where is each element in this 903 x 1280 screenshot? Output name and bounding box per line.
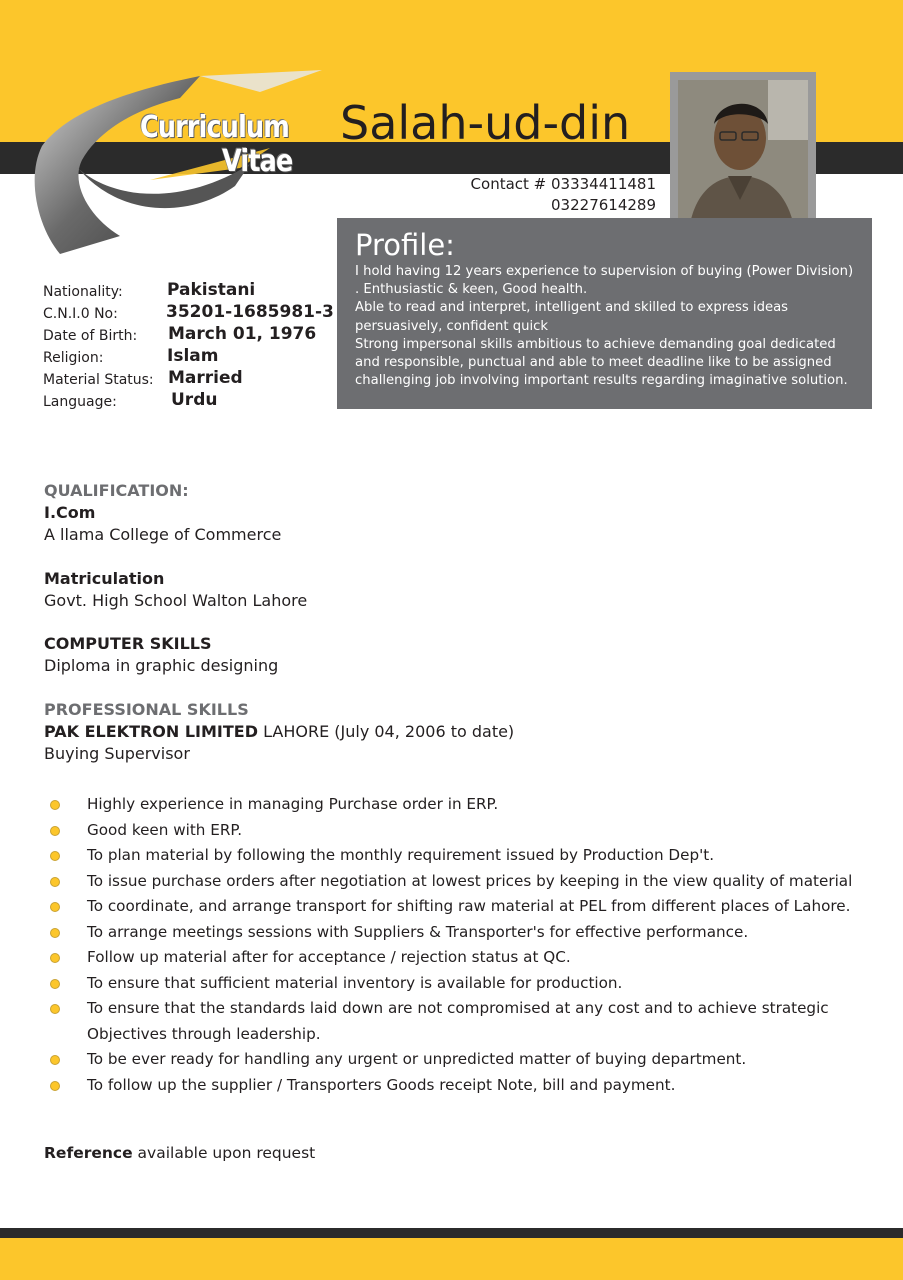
- bullet-dot-icon: [50, 826, 60, 836]
- personal-value: Married: [168, 368, 243, 388]
- profile-box: [337, 218, 872, 409]
- list-item: [50, 971, 870, 997]
- degree-matric: Matriculation: [44, 569, 165, 588]
- professional-skills-heading: PROFESSIONAL SKILLS: [44, 700, 249, 719]
- list-item-text: To issue purchase orders after negotiation at lowest prices by keeping in the view quality of material: [87, 871, 853, 890]
- personal-label: Religion:: [43, 350, 104, 366]
- professional-skills-section: [44, 699, 514, 765]
- bullet-dot-icon: [50, 902, 60, 912]
- bullet-dot-icon: [50, 928, 60, 938]
- personal-value: 35201-1685981-3: [166, 302, 334, 322]
- person-photo-icon: [678, 80, 808, 238]
- profile-heading: Profile:: [355, 228, 455, 262]
- bullet-dot-icon: [50, 1004, 60, 1014]
- personal-row-cnic: [43, 302, 343, 324]
- contact-block: [460, 174, 656, 216]
- list-item: [50, 894, 870, 920]
- list-item: [50, 818, 870, 844]
- list-item-text: To arrange meetings sessions with Suppliers & Transporter's for effective performance.: [87, 922, 749, 941]
- employer-line: [44, 721, 514, 743]
- responsibilities-list: [50, 792, 870, 1098]
- list-item-text: To coordinate, and arrange transport for shifting raw material at PEL from different places of Lahore.: [87, 897, 851, 915]
- personal-value: March 01, 1976: [168, 324, 317, 344]
- school-matric: Govt. High School Walton Lahore: [44, 591, 308, 610]
- computer-skills-text: Diploma in graphic designing: [44, 656, 279, 675]
- list-item: [50, 843, 870, 869]
- bullet-dot-icon: [50, 800, 60, 810]
- personal-row-language: [43, 390, 343, 412]
- bullet-dot-icon: [50, 851, 60, 861]
- contact-phone-1: Contact # 03334411481: [470, 175, 656, 193]
- list-item-text: Good keen with ERP.: [87, 820, 243, 839]
- list-item: [50, 996, 870, 1047]
- bullet-dot-icon: [50, 1055, 60, 1065]
- bullet-dot-icon: [50, 953, 60, 963]
- candidate-name: Salah-ud-din: [340, 96, 631, 150]
- qualification-section: [44, 480, 307, 612]
- personal-row-religion: [43, 346, 343, 368]
- personal-details: [43, 280, 343, 412]
- personal-label: Material Status:: [43, 372, 154, 388]
- personal-row-status: [43, 368, 343, 390]
- footer-dark-band: [0, 1228, 903, 1238]
- personal-row-nationality: [43, 280, 343, 302]
- list-item-text: To be ever ready for handling any urgent or unpredicted matter of buying department.: [87, 1050, 747, 1068]
- personal-label: Language:: [43, 394, 117, 410]
- list-item-text: To ensure that the standards laid down are not compromised at any cost and to achieve strategic: [87, 999, 829, 1017]
- list-item: [50, 869, 870, 895]
- personal-row-dob: [43, 324, 343, 346]
- logo-title-curriculum: Curriculum: [140, 110, 290, 145]
- list-item: [50, 1073, 870, 1099]
- bullet-dot-icon: [50, 1081, 60, 1091]
- list-item-continuation: Objectives through leadership.: [87, 1024, 321, 1043]
- degree-icom: I.Com: [44, 503, 96, 522]
- profile-photo: [678, 80, 808, 238]
- personal-value: Urdu: [171, 390, 218, 410]
- list-item-text: To follow up the supplier / Transporters Goods receipt Note, bill and payment.: [87, 1075, 676, 1094]
- list-item-text: Highly experience in managing Purchase order in ERP.: [87, 795, 499, 813]
- list-item: [50, 1047, 870, 1073]
- school-icom: A llama College of Commerce: [44, 525, 282, 544]
- footer-yellow-band: [0, 1238, 903, 1280]
- logo-title-vitae: Vitae: [222, 144, 293, 179]
- list-item: [50, 945, 870, 971]
- list-item: [50, 920, 870, 946]
- list-item-text: To plan material by following the monthly requirement issued by Production Dep't.: [87, 846, 715, 864]
- job-position: Buying Supervisor: [44, 744, 190, 763]
- personal-label: Nationality:: [43, 284, 123, 300]
- profile-description: I hold having 12 years experience to supervision of buying (Power Division) . Enthusiastic & keen, Good health. Able to read and interpret, intelligent and skilled to express ideas persuasively, confident quick Strong impersonal skills ambitious to achieve demanding goal dedicated and responsible, punctual and able to meet deadline like to be assigned challenging job involving important results regarding imaginative solution.: [355, 264, 854, 389]
- personal-label: Date of Birth:: [43, 328, 138, 344]
- reference-line: [44, 1144, 315, 1162]
- employer-name: PAK ELEKTRON LIMITED: [44, 722, 259, 741]
- reference-label: Reference: [44, 1144, 133, 1162]
- contact-phone-2: 03227614289: [551, 196, 656, 214]
- bullet-dot-icon: [50, 877, 60, 887]
- reference-text: available upon request: [132, 1144, 316, 1162]
- bullet-dot-icon: [50, 979, 60, 989]
- computer-skills-section: [44, 633, 278, 677]
- personal-value: Pakistani: [167, 280, 256, 300]
- computer-skills-heading: COMPUTER SKILLS: [44, 634, 212, 653]
- employer-details: LAHORE (July 04, 2006 to date): [258, 722, 515, 741]
- qualification-heading: QUALIFICATION:: [44, 481, 189, 500]
- list-item: [50, 792, 870, 818]
- list-item-text: Follow up material after for acceptance / rejection status at QC.: [87, 948, 571, 966]
- personal-label: C.N.I.0 No:: [43, 306, 118, 322]
- list-item-text: To ensure that sufficient material inventory is available for production.: [87, 973, 623, 992]
- personal-value: Islam: [167, 346, 219, 366]
